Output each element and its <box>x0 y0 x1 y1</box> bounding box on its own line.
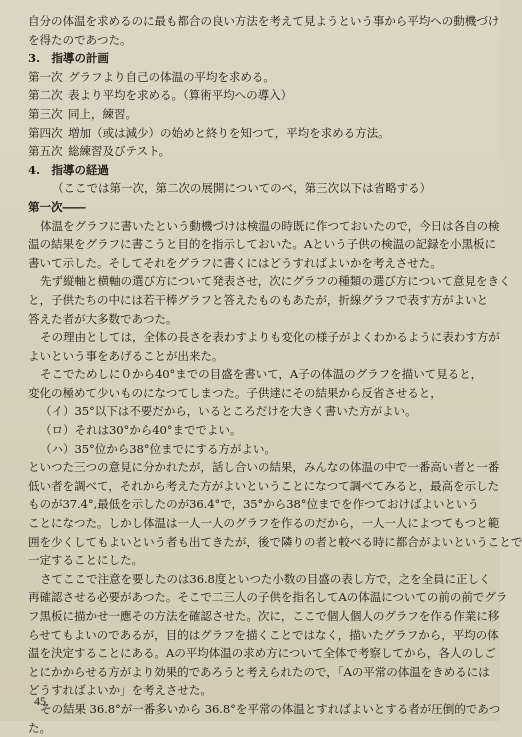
text-line: ことになつた。しかし体温は一人一人のグラフを作るのだから，一人一人によつてもつと範 <box>28 516 500 531</box>
opinion-item: （ハ）35°位から38°位までにする方がよい。 <box>40 441 276 456</box>
plan-list <box>28 68 478 161</box>
plan-item-label: 第二次 <box>28 88 63 103</box>
text-line: を得たのであつた。 <box>28 32 132 47</box>
plan-item-text: 同上，練習。 <box>68 106 137 121</box>
page-number: 45 <box>34 694 46 708</box>
subheading-first: 第一次―― <box>28 199 86 214</box>
plan-item <box>28 124 478 143</box>
text-line: フ黒板に描かせ一應その方法を確認させた。次に，ここで個人個人のグラフを作る作業に移 <box>28 609 500 623</box>
plan-item-text: グラフより自己の体温の平均を求める。 <box>68 69 275 84</box>
text-line: 低い者を調べて，それから考えた方がよいということになつて調べてみると，最高を示した <box>28 478 500 493</box>
text-line: そこでためしに０から40°までの目盛を書いて，A子の体温のグラフを描いて見ると， <box>40 367 483 382</box>
text-line: 温の結果をグラフに書こうと目的を指示しておいた。Aという子供の検温の記録を小黒板に <box>28 237 497 252</box>
plan-item <box>28 105 478 124</box>
plan-item-label: 第三次 <box>28 106 63 121</box>
text-line: 書いて示した。そしてそれをグラフに書くにはどうすればよいかを考えさせた。 <box>28 255 442 270</box>
plan-item-label: 第一次 <box>28 69 63 84</box>
opinion-list <box>28 402 478 458</box>
section-heading-progress: 4. 指導の経過 <box>28 162 109 177</box>
text-line: 温を決定することにある。Aの平均体温の求め方について全体で考察してから，各人のしご <box>28 646 496 661</box>
section-note: （ここでは第一次，第二次の展開についてのべ，第三次以下は省略する） <box>52 181 432 196</box>
plan-item <box>28 86 478 105</box>
text-line: 答えた者が大多数であつた。 <box>28 311 178 326</box>
text-line: と，子供たちの中には若干棒グラフと答えたものもあたが，折線グラフで表す方がよいと <box>28 292 489 307</box>
plan-item <box>28 68 478 87</box>
plan-item-label: 第四次 <box>28 125 63 140</box>
plan-item-text: 増加（或は減少）の始めと終りを知つて，平均を求める方法。 <box>68 125 390 140</box>
text-line: どうすればよいか」を考えさせた。 <box>28 683 212 698</box>
text-line: 囲を少くしてもよいという者も出てきたが，後で隣りの者と較べる時に都合がよいということで <box>28 534 522 549</box>
text-line: 一定することにした。 <box>28 553 143 568</box>
opinion-item: （イ）35°以下は不要だから，いるところだけを大きく書いた方がよい。 <box>40 404 417 419</box>
section-heading-plan: 3. 指導の計画 <box>28 51 109 66</box>
paragraph-intro <box>28 12 500 49</box>
plan-item-text: 表より平均を求める。（算術平均への導入） <box>68 88 293 103</box>
text-line: 再確認させる必要があつた。そこで二三人の子供を指名してAの体温についての前の前でグラ <box>28 590 508 605</box>
text-line: その結果 36.8°が一番多いから 36.8°を平常の体温とすればよいとする者が圧倒的であつ <box>40 701 501 716</box>
plan-item <box>28 142 478 161</box>
plan-item-label: 第五次 <box>28 144 63 159</box>
text-line: 自分の体温を求めるのに最も都合の良い方法を考えて見ようという事から平均への動機づけ <box>28 14 500 28</box>
text-line: 先ず縦軸と横軸の選び方について発表させ，次にグラフの種類の選び方について意見をきく <box>40 274 511 289</box>
paragraph-body-2 <box>28 458 522 737</box>
text-line: さてここで注意を要したのは36.8度といつた小数の目盛の表し方で，之を全員に正しく <box>40 571 491 586</box>
text-line: といつた三つの意見に分かれたが，話し合いの結果，みんなの体温の中で一番高い者と一番 <box>28 460 500 475</box>
text-line: らせてもよいのであるが，目的はグラフを描くことではなく，描いたグラフから，平均の体 <box>28 627 499 642</box>
text-line: よいという事をあげることが出来た。 <box>28 348 224 363</box>
text-line: とにかからせる方がより効果的であろうと考えられたので，「Aの平常の体温をきめるには <box>28 664 490 679</box>
text-line: 変化の極めて少いものになつてしまつた。子供達にその結果から反省させると， <box>28 385 442 400</box>
text-line: た。 <box>28 720 51 735</box>
text-line: その理由としては，全体の長さを表わすよりも変化の様子がよくわかるように表わす方が <box>40 330 500 345</box>
text-line: ものが37.4°,最低を示したのが36.4°で，35°から38°位までを作つておけばよいという <box>28 497 479 512</box>
opinion-item: （ロ）それは30°から40°まででよい。 <box>40 423 242 438</box>
text-line: 体温をグラフに書いたという動機づけは検温の時既に作つておいたので，今日は各自の検 <box>40 218 500 233</box>
paragraph-body-1 <box>28 217 511 403</box>
plan-item-text: 総練習及びテスト。 <box>68 144 170 159</box>
